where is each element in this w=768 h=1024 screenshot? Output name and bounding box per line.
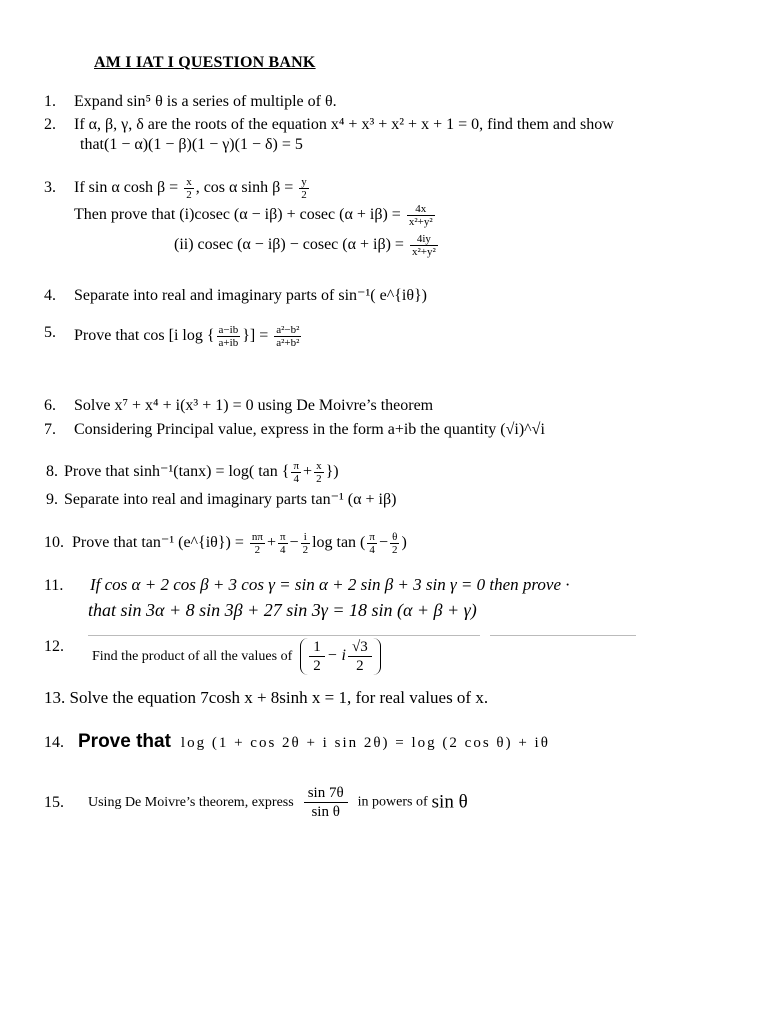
fraction: $\frac{\pi}{4}$ — [293, 460, 300, 485]
question-13 — [44, 688, 488, 708]
fraction: $\frac{4x}{\text{x²+y²}}$ — [408, 203, 433, 228]
fraction: $\frac{n\pi}{2}$ — [251, 531, 263, 556]
question-7 — [44, 421, 545, 439]
question-number: 10. — [44, 534, 64, 552]
question-number: 12. — [44, 638, 64, 655]
question-4 — [44, 285, 427, 305]
complex-expression: $\frac{1}{2}$ − i $\frac{√3}{2}$ — [300, 638, 380, 675]
question-number: 3. — [44, 179, 56, 197]
question-number: 14. — [44, 734, 64, 751]
question-text: Separate into real and imaginary parts tan⁻¹ (α + iβ) — [64, 491, 397, 508]
question-number: 2. — [44, 116, 56, 133]
question-number: 8. — [46, 463, 58, 481]
divider — [88, 635, 480, 636]
question-text: If cos α + 2 cos β + 3 cos γ = sin α + 2 sin β + 3 sin γ = 0 then prove · — [90, 575, 570, 594]
question-text: log (1 + cos 2θ + i sin 2θ) = log (2 cos θ) + iθ — [180, 735, 550, 751]
divider — [490, 635, 636, 636]
question-5: 5. Prove that cos [i log { $\frac{a-ib}{a+ib}$ }] = $\frac{\text{a²−b²}}{\text{a²+b²}}$ — [44, 324, 300, 349]
fraction: $\frac{y}{2}$ — [301, 176, 307, 201]
fraction: $\frac{\sin 7\theta}{\text{sin θ}}$ — [304, 784, 348, 821]
fraction: $\frac{\text{a²−b²}}{\text{a²+b²}}$ — [276, 324, 300, 349]
page-title: AM I IAT I QUESTION BANK — [94, 54, 316, 71]
question-11 — [44, 575, 570, 595]
fraction: $\frac{\pi}{4}$ — [369, 531, 375, 556]
question-6 — [44, 397, 433, 415]
fraction: $\frac{a-ib}{a+ib}$ — [218, 324, 239, 349]
question-15: 15. Using De Moivre’s theorem, express $\frac{\sin 7\theta}{\text{sin θ}}$ in powers of sin θ — [44, 785, 468, 820]
fraction: $\frac{1}{2}$ — [309, 638, 325, 675]
question-text: Solve x⁷ + x⁴ + i(x³ + 1) = 0 using De Moivre’s theorem — [74, 397, 434, 414]
fraction: $\frac{√3}{2}$ — [348, 638, 372, 675]
question-text: Find the product of all the values of — [92, 648, 293, 664]
fraction: $\frac{4iy}{\text{x²+y²}}$ — [411, 233, 436, 258]
fraction: $\frac{\pi}{4}$ — [279, 531, 286, 556]
question-2 — [44, 116, 614, 134]
question-number: 11. — [44, 577, 64, 594]
question-number: 7. — [44, 421, 56, 438]
question-8: 8. Prove that sinh⁻¹(tanx) = log( tan { $\frac{\pi}{4}$ + $\frac{x}{2}$ }) — [46, 460, 339, 485]
question-number: 6. — [44, 397, 56, 414]
question-12 — [44, 638, 381, 675]
question-text: , cos α sinh β = — [195, 179, 294, 197]
fraction: $\frac{i}{2}$ — [302, 531, 309, 556]
fraction: $\frac{x}{2}$ — [316, 460, 322, 485]
question-text: Solve the equation 7cosh x + 8sinh x = 1, for real values of x. — [69, 688, 489, 707]
question-number: 4. — [44, 287, 56, 304]
question-3-part-i: Then prove that (i)cosec (α − iβ) + cosec (α + iβ) = $\frac{4x}{\text{x²+y²}}$ — [74, 203, 433, 228]
question-11-line2: that sin 3α + 8 sin 3β + 27 sin 3γ = 18 sin (α + β + γ) — [88, 600, 477, 620]
question-text: If sin α cosh β = — [74, 179, 179, 197]
fraction: $\frac{\theta}{2}$ — [391, 531, 398, 556]
question-number: 15. — [44, 793, 64, 811]
question-3 — [44, 176, 311, 201]
question-number: 13. — [44, 688, 66, 707]
question-text: Expand sin⁵ θ is a series of multiple of θ. — [74, 93, 337, 110]
question-10: 10. Prove that tan⁻¹ (e^{iθ}) = $\frac{n\pi}{2}$ + $\frac{\pi}{4}$ − $\frac{i}{2}$ log tan ( $\frac{\pi}{4}$ − $\frac{\theta}{2}$ ) — [44, 531, 407, 556]
question-text: Considering Principal value, express in the form a+ib the quantity (√i)^√i — [74, 421, 545, 438]
question-text: If α, β, γ, δ are the roots of the equation x⁴ + x³ + x² + x + 1 = 0, find them and show — [74, 116, 614, 133]
question-3-part-ii: (ii) cosec (α − iβ) − cosec (α + iβ) = $\frac{4iy}{\text{x²+y²}}$ — [174, 233, 436, 258]
question-text: Separate into real and imaginary parts of sin⁻¹( e^{iθ}) — [74, 287, 427, 304]
fraction: $\frac{x}{2}$ — [186, 176, 192, 201]
question-number: 1. — [44, 93, 56, 110]
question-9 — [46, 489, 396, 509]
question-number: 9. — [46, 491, 58, 508]
question-2-line2: that(1 − α)(1 − β)(1 − γ)(1 − δ) = 5 — [80, 136, 303, 153]
question-14: 14. Prove that log (1 + cos 2θ + i sin 2θ) = log (2 cos θ) + iθ — [44, 731, 550, 752]
question-1 — [44, 93, 337, 111]
question-number: 5. — [44, 324, 56, 341]
